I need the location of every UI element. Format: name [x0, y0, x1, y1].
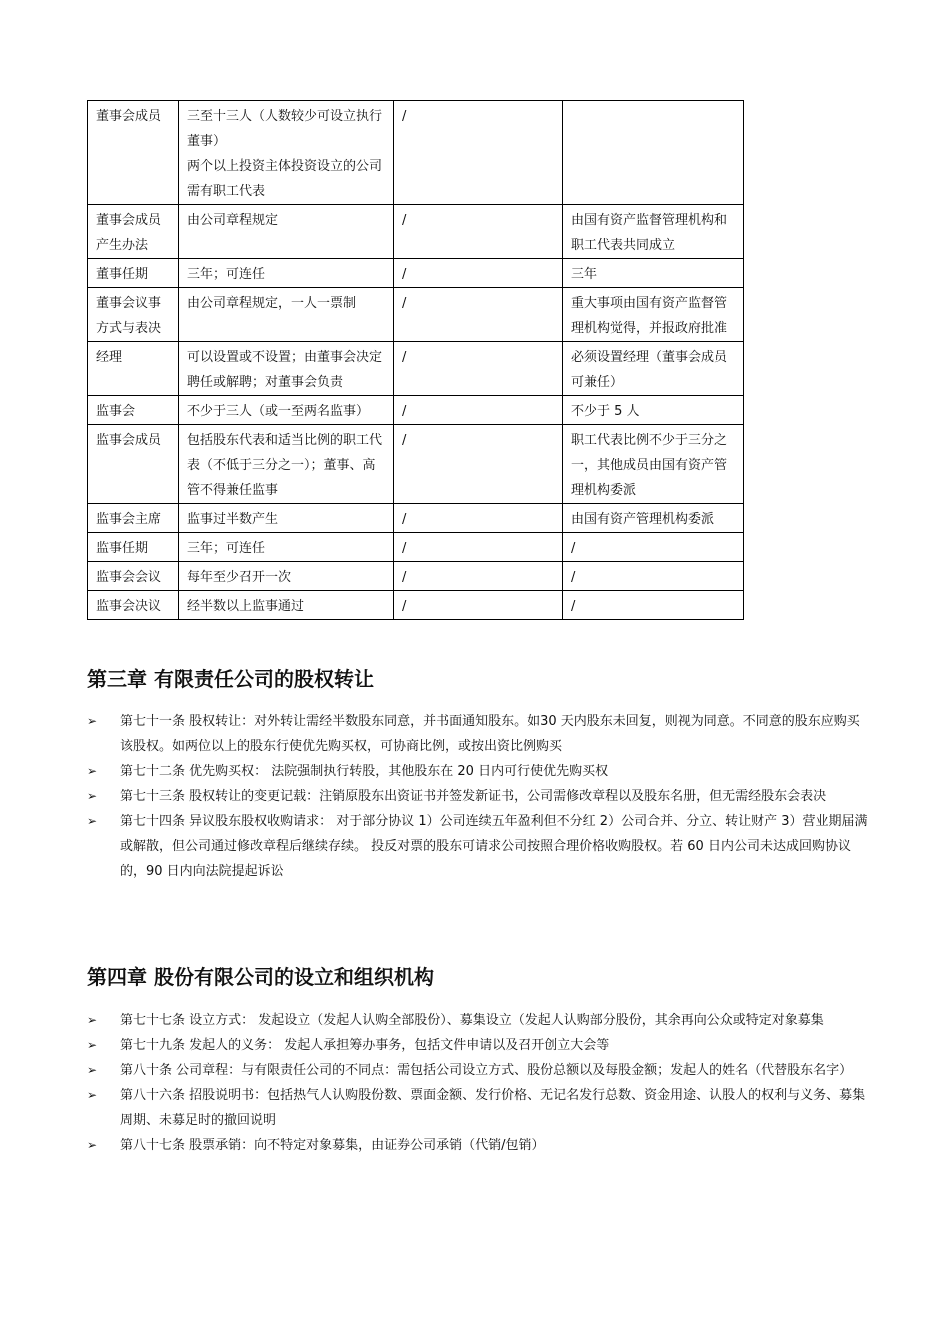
list-item-text: 第八十六条 招股说明书：包括热气人认购股份数、票面金额、发行价格、无记名发行总数、资金用途、认股人的权利与义务、募集周期、未募足时的撤回说明 [120, 1088, 866, 1128]
row-label-cell: 监事会会议 [88, 562, 179, 591]
row-label-cell: 监事会成员 [88, 425, 179, 504]
row-label-cell: 董事会成员产生办法 [88, 205, 179, 259]
middle-column-cell: / [394, 396, 563, 425]
middle-column-cell: / [394, 101, 563, 205]
arrow-bullet-icon: ➢ [87, 1063, 98, 1077]
middle-column-cell: / [394, 504, 563, 533]
arrow-bullet-icon: ➢ [87, 1038, 98, 1052]
list-item-text: 第七十九条 发起人的义务： 发起人承担筹办事务，包括文件申请以及召开创立大会等 [120, 1038, 610, 1053]
row-label-cell: 监事任期 [88, 533, 179, 562]
row-label-cell: 董事会议事方式与表决 [88, 288, 179, 342]
company-law-cell: 包括股东代表和适当比例的职工代表（不低于三分之一）；董事、高管不得兼任监事 [179, 425, 394, 504]
table-row [88, 288, 744, 342]
state-owned-cell [563, 101, 744, 205]
arrow-bullet-icon: ➢ [87, 1138, 98, 1152]
middle-column-cell: / [394, 591, 563, 620]
table-row [88, 396, 744, 425]
row-label-cell: 监事会主席 [88, 504, 179, 533]
list-item [87, 759, 869, 784]
list-item [87, 1058, 869, 1083]
list-item-text: 第八十七条 股票承销：向不特定对象募集，由证券公司承销（代销/包销） [120, 1138, 545, 1153]
list-item-text: 第七十三条 股权转让的变更记载：注销原股东出资证书并签发新证书，公司需修改章程以及股东名册，但无需经股东会表决 [120, 789, 827, 804]
state-owned-cell: 重大事项由国有资产监督管理机构觉得，并报政府批准 [563, 288, 744, 342]
list-item [87, 784, 869, 809]
list-item [87, 1008, 869, 1033]
middle-column-cell: / [394, 533, 563, 562]
middle-column-cell: / [394, 288, 563, 342]
company-law-cell: 每年至少召开一次 [179, 562, 394, 591]
table-row [88, 562, 744, 591]
table-row [88, 101, 744, 205]
list-item [87, 1083, 869, 1133]
table-row [88, 504, 744, 533]
middle-column-cell: / [394, 562, 563, 591]
company-law-cell: 可以设置或不设置；由董事会决定聘任或解聘；对董事会负责 [179, 342, 394, 396]
list-item [87, 1033, 869, 1058]
middle-column-cell: / [394, 425, 563, 504]
middle-column-cell: / [394, 205, 563, 259]
arrow-bullet-icon: ➢ [87, 789, 98, 803]
state-owned-cell: / [563, 591, 744, 620]
chapter-3-list [87, 709, 869, 884]
comparison-table [87, 100, 744, 620]
middle-column-cell: / [394, 259, 563, 288]
row-label-cell: 经理 [88, 342, 179, 396]
state-owned-cell: 由国有资产监督管理机构和职工代表共同成立 [563, 205, 744, 259]
state-owned-cell: 由国有资产管理机构委派 [563, 504, 744, 533]
row-label-cell: 监事会决议 [88, 591, 179, 620]
arrow-bullet-icon: ➢ [87, 764, 98, 778]
chapter-4-list [87, 1008, 869, 1158]
chapter-3-title: 第三章 有限责任公司的股权转让 [87, 667, 374, 691]
arrow-bullet-icon: ➢ [87, 1013, 98, 1027]
list-item-text: 第七十一条 股权转让：对外转让需经半数股东同意，并书面通知股东。如30 天内股东未回复，则视为同意。不同意的股东应购买该股权。如两位以上的股东行使优先购买权，可协商比例，或按出资比例购买 [120, 714, 860, 754]
arrow-bullet-icon: ➢ [87, 714, 98, 728]
company-law-cell: 三至十三人（人数较少可设立执行董事） 两个以上投资主体投资设立的公司需有职工代表 [179, 101, 394, 205]
table-row [88, 342, 744, 396]
state-owned-cell: 三年 [563, 259, 744, 288]
state-owned-cell: 必须设置经理（董事会成员可兼任） [563, 342, 744, 396]
row-label-cell: 监事会 [88, 396, 179, 425]
company-law-cell: 经半数以上监事通过 [179, 591, 394, 620]
company-law-cell: 三年；可连任 [179, 259, 394, 288]
list-item [87, 1133, 869, 1158]
arrow-bullet-icon: ➢ [87, 1088, 98, 1102]
chapter-4-title: 第四章 股份有限公司的设立和组织机构 [87, 965, 434, 989]
row-label-cell: 董事会成员 [88, 101, 179, 205]
state-owned-cell: 不少于 5 人 [563, 396, 744, 425]
company-law-cell: 由公司章程规定，一人一票制 [179, 288, 394, 342]
company-law-cell: 不少于三人（或一至两名监事） [179, 396, 394, 425]
list-item-text: 第八十条 公司章程：与有限责任公司的不同点：需包括公司设立方式、股份总额以及每股金额；发起人的姓名（代替股东名字） [120, 1063, 853, 1078]
middle-column-cell: / [394, 342, 563, 396]
arrow-bullet-icon: ➢ [87, 814, 98, 828]
state-owned-cell: 职工代表比例不少于三分之一，其他成员由国有资产管理机构委派 [563, 425, 744, 504]
state-owned-cell: / [563, 562, 744, 591]
table-row [88, 591, 744, 620]
table-body [88, 101, 744, 620]
state-owned-cell: / [563, 533, 744, 562]
row-label-cell: 董事任期 [88, 259, 179, 288]
company-law-cell: 三年；可连任 [179, 533, 394, 562]
company-law-cell: 监事过半数产生 [179, 504, 394, 533]
table-row [88, 425, 744, 504]
table-row [88, 259, 744, 288]
table-row [88, 205, 744, 259]
list-item-text: 第七十七条 设立方式： 发起设立（发起人认购全部股份）、募集设立（发起人认购部分股份，其余再向公众或特定对象募集 [120, 1013, 824, 1028]
list-item-text: 第七十四条 异议股东股权收购请求： 对于部分协议 1）公司连续五年盈利但不分红 2）公司合并、分立、转让财产 3）营业期届满或解散，但公司通过修改章程后继续存续。 投反对票的股东可请求公司按照合理价格收购股权。若 60 日内公司未达成回购协议的，90 日内向法院提起诉讼 [120, 814, 868, 879]
table-row [88, 533, 744, 562]
list-item [87, 709, 869, 759]
list-item-text: 第七十二条 优先购买权： 法院强制执行转股，其他股东在 20 日内可行使优先购买权 [120, 764, 609, 779]
company-law-cell: 由公司章程规定 [179, 205, 394, 259]
list-item [87, 809, 869, 884]
